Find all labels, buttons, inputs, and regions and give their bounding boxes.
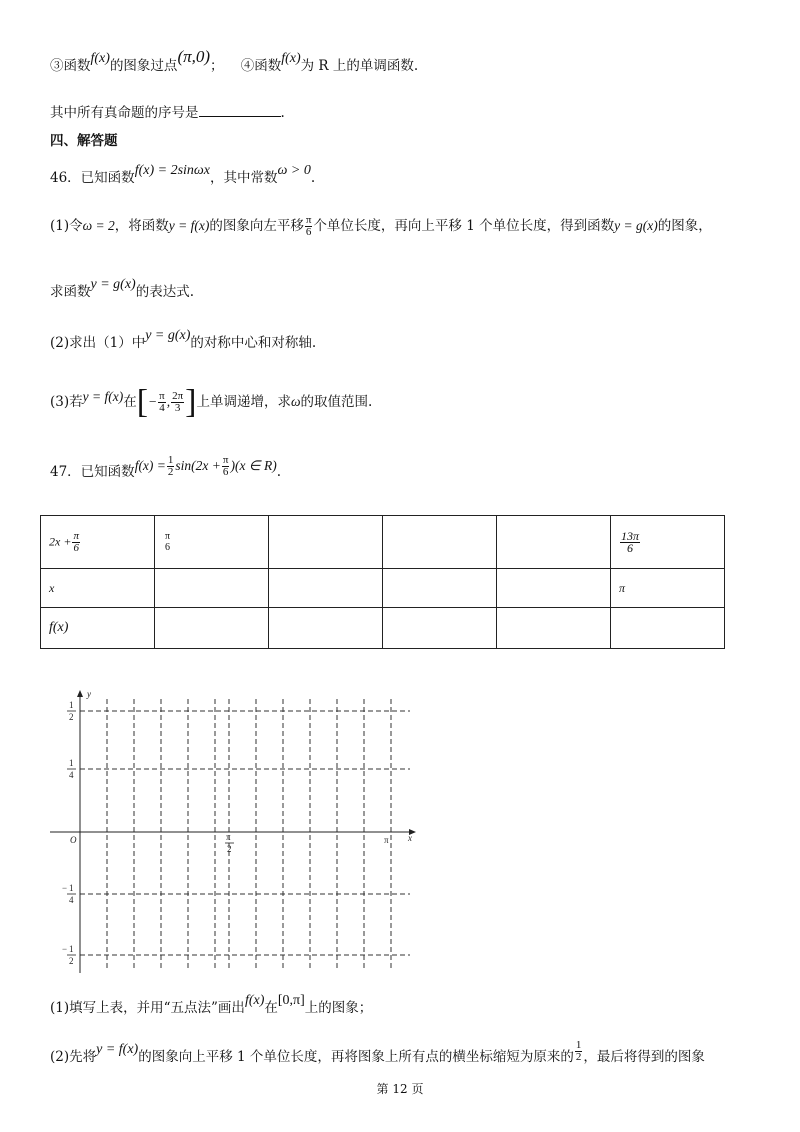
frac-num: 1 [167,454,174,466]
q47-stem [50,452,281,492]
table-cell[interactable] [497,608,611,649]
math: ω = 2 [82,218,115,233]
frac-den: 6 [165,542,171,553]
text: (2)求出（1）中 [50,335,146,351]
answer-prompt [50,102,285,123]
text: 的图象过点 [109,58,178,74]
frac-num: π [165,531,171,542]
text: ，最后将得到的图象 [583,1049,705,1065]
text: ④函数 [240,58,282,74]
text: ； [210,58,224,74]
math: y = g(x) [614,218,658,233]
math: − [148,394,158,409]
math: y = f(x) [82,389,124,404]
table-cell[interactable] [383,516,497,569]
fraction [158,391,166,414]
math: [0,π] [277,993,305,1008]
bracket-right: ] [185,383,197,421]
frac-num: 13π [621,528,640,543]
tick-neg-half-num: 1 [69,944,74,954]
table-cell[interactable] [497,569,611,608]
tick-quarter-den: 4 [69,770,74,780]
tick-pi-half-num: π [226,832,231,842]
table-cell[interactable] [383,608,497,649]
table-cell[interactable] [155,516,269,569]
frac-den: 2 [167,466,174,478]
coordinate-grid[interactable] [40,685,420,975]
row-label [41,516,155,569]
row-label: f(x) [41,608,155,649]
frac-num: 2π [172,390,184,402]
x-axis-label: x [408,833,412,843]
task-1 [50,993,373,1019]
math: , [166,394,171,409]
text: ，其中常数 [210,170,278,186]
tick-neg-sign: − [62,944,68,954]
text: 个单位长度，再向上平移 1 个单位长度，得到函数 [313,218,615,234]
table-row [41,516,725,569]
tick-neg-quarter-num: 1 [69,883,74,893]
q46-part3 [50,382,372,423]
text: 其中所有真命题的序号是 [50,105,199,121]
tick-pi: π [384,835,389,845]
q46-part2 [50,328,317,354]
text: 的取值范围. [300,394,373,410]
frac-num: π [159,390,165,402]
text: (2)先将 [50,1049,97,1065]
math: y = g(x) [145,328,191,343]
text: . [310,170,316,186]
q46-part1-cont [50,277,194,303]
math: f(x) = [134,458,166,473]
math: ω [291,394,301,409]
table-cell[interactable] [269,608,383,649]
text: 的对称中心和对称轴. [190,335,317,351]
section-title: 四、解答题 [50,133,118,149]
table-cell[interactable] [497,516,611,569]
math-cond: ω > 0 [277,163,311,178]
frac-den: 4 [159,402,165,414]
table-cell[interactable] [611,516,725,569]
task-2 [50,1039,705,1069]
tick-pi-half-den: 2 [227,844,232,854]
frac-den: 6 [222,466,229,478]
text: 46．已知函数 [50,170,135,186]
y-axis-label: y [87,689,91,699]
math: )(x ∈ R) [230,458,277,473]
math-func: f(x) = 2sinωx [134,163,210,178]
statement-3-4 [50,47,419,77]
text: (3)若 [50,394,83,410]
tick-neg-sign: − [62,883,68,893]
table-cell[interactable]: π [611,569,725,608]
text: 上的图象； [304,1000,373,1016]
fraction [620,528,640,555]
text: . [276,464,281,480]
origin-label: O [70,835,77,845]
y-arrow-icon [77,690,83,697]
frac-num: 1 [575,1039,582,1051]
fraction [72,531,80,554]
text: 的图象， [657,218,712,234]
frac-den: 6 [73,541,79,554]
page-footer: 第 12 页 [376,1082,424,1096]
text: ③函数 [50,58,91,74]
tick-neg-half-den: 2 [69,956,74,966]
frac-num: π [222,454,229,466]
text: 求函数 [50,284,91,300]
table-cell[interactable] [269,516,383,569]
table-cell[interactable] [269,569,383,608]
frac-den: 6 [627,540,633,555]
math: y = f(x) [168,218,210,233]
fraction [171,391,184,414]
text: 2x + [49,533,72,548]
tick-half-num: 1 [69,700,74,710]
grid-lines [80,699,410,970]
fraction [222,455,230,478]
text: 上单调递增，求 [196,394,291,410]
math-point: (π,0) [177,47,211,66]
table-row [41,569,725,608]
table-cell[interactable] [383,569,497,608]
tick-neg-quarter-den: 4 [69,895,74,905]
text: 47．已知函数 [50,464,135,480]
fraction [575,1040,583,1063]
row-label: x [41,569,155,608]
text: ，将函数 [114,218,169,234]
text: . [280,105,285,121]
frac-den: 3 [174,402,181,414]
math-fx: f(x) [90,51,110,66]
values-table [40,515,725,649]
table-cell[interactable] [155,608,269,649]
frac-den: 2 [575,1051,582,1063]
q46-part1 [50,215,712,238]
bracket-left: [ [136,383,149,421]
text: (1)填写上表，并用“五点法”画出 [50,1000,245,1016]
table-cell[interactable] [611,608,725,649]
fraction [305,215,313,238]
math-fx: f(x) [281,51,301,66]
text: (1)令 [50,218,83,234]
text: 在 [123,394,137,410]
table-cell[interactable] [155,569,269,608]
tick-quarter-num: 1 [69,758,74,768]
math: y = f(x) [96,1042,139,1057]
fraction [164,531,171,553]
text: 的表达式. [135,284,194,300]
text: 的图象向左平移 [209,218,304,234]
math: sin(2x + [175,458,221,473]
fraction [167,455,175,478]
frac-den: 6 [305,226,312,238]
math: f(x) [244,993,265,1008]
frac-num: π [305,214,312,226]
answer-blank[interactable] [199,102,281,117]
math: y = g(x) [90,277,136,292]
tick-half-den: 2 [69,712,74,722]
frac-num: π [73,529,79,542]
text: 为 R 上的单调函数. [300,58,419,74]
table-row [41,608,725,649]
q46-stem [50,163,316,189]
text: 在 [264,1000,278,1016]
text: 的图象向上平移 1 个单位长度，再将图象上所有点的横坐标缩短为原来的 [138,1049,574,1065]
